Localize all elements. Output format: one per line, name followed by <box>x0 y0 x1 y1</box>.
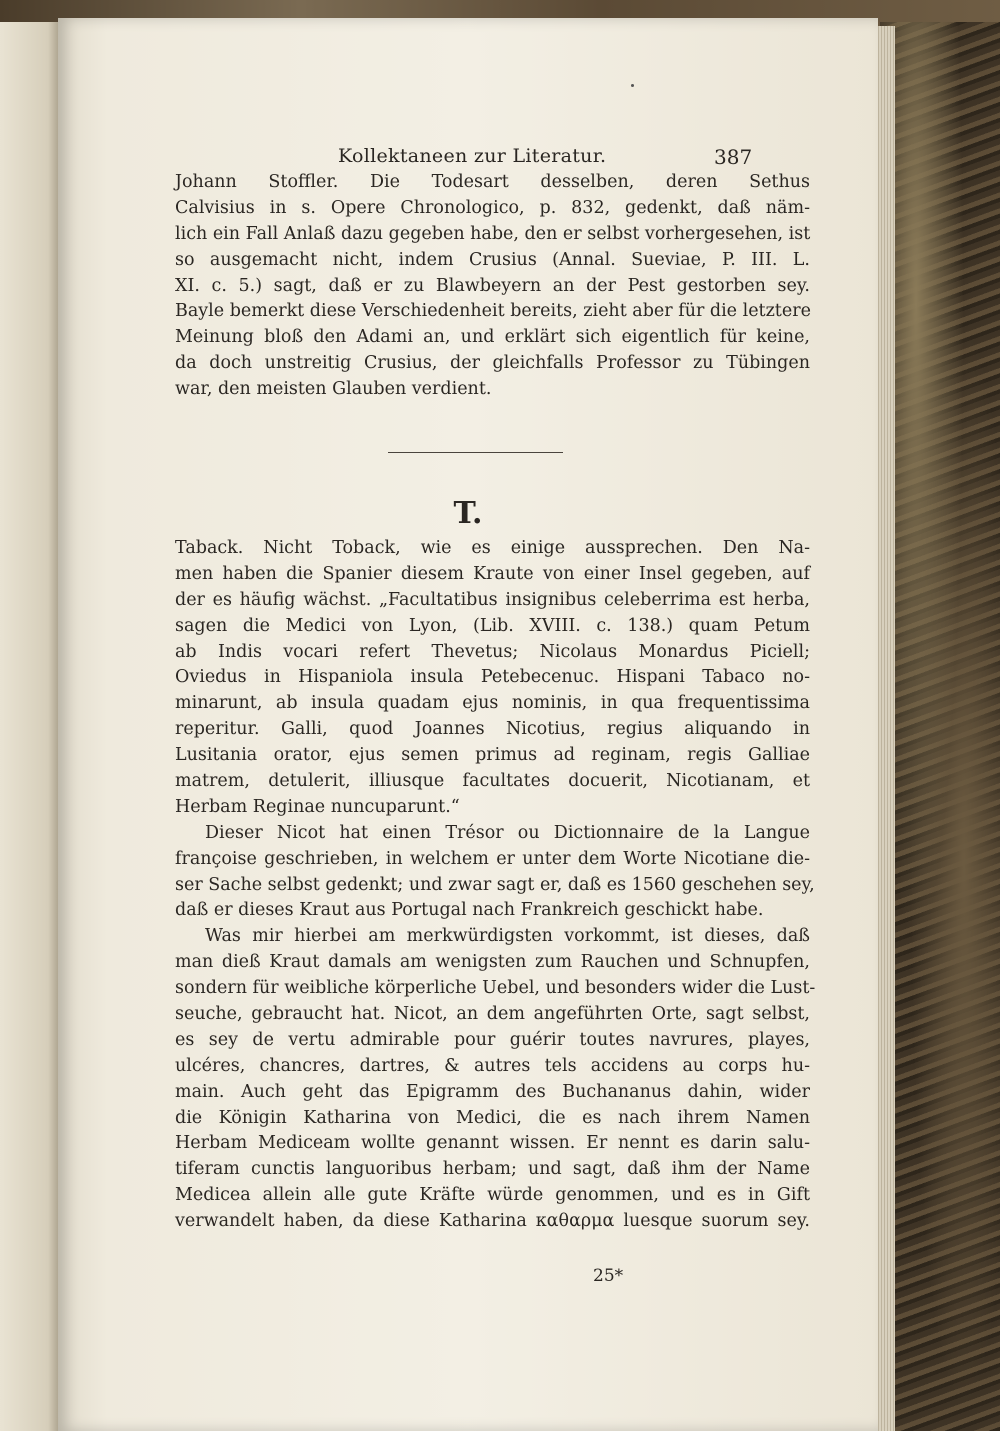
running-title: Kollektaneen zur Literatur. <box>338 145 607 167</box>
text-line: lich ein Fall Anlaß dazu gegeben habe, den er selbst vorhergesehen, ist <box>175 223 811 244</box>
text-line: ser Sache selbst gedenkt; und zwar sagt er, daß es 1560 geschehen sey, <box>175 874 815 895</box>
entry-taback <box>175 536 816 1235</box>
text-line: die Königin Katharina von Medici, die es nach ihrem Namen <box>175 1107 810 1128</box>
text-line: es sey de vertu admirable pour guérir toutes navrures, playes, <box>175 1029 810 1050</box>
text-line: der es häufig wächst. „Facultatibus insignibus celeberrima est herba, <box>175 589 810 610</box>
text-line: Taback. Nicht Toback, wie es einige aussprechen. Den Na- <box>175 538 810 558</box>
text-line: seuche, gebraucht hat. Nicot, an dem angeführten Orte, sagt selbst, <box>175 1004 810 1025</box>
page-speck <box>631 84 634 87</box>
text-line: Dieser Nicot hat einen Trésor ou Dictionnaire de la Langue <box>205 822 810 843</box>
text-line: Lusitania orator, ejus semen primus ad reginam, regis Galliae <box>175 745 810 766</box>
text-line: verwandelt haben, da diese Katharina καθαρμα luesque suorum sey. <box>175 1211 810 1232</box>
text-line: Bayle bemerkt diese Verschiedenheit bereits, zieht aber für die letztere <box>175 301 811 322</box>
section-letter: T. <box>453 496 483 531</box>
text-line: sagen die Medici von Lyon, (Lib. XVIII. c. 138.) quam Petum <box>175 615 810 636</box>
text-line: Oviedus in Hispaniola insula Petebecenuc. Hispani Tabaco no- <box>175 667 810 688</box>
text-line: men haben die Spanier diesem Kraute von einer Insel gegeben, auf <box>175 563 810 584</box>
signature-mark: 25* <box>593 1266 624 1286</box>
page-number: 387 <box>714 145 753 169</box>
text-line: man dieß Kraut damals am wenigsten zum Rauchen und Schnupfen, <box>175 952 810 973</box>
text-line: war, den meisten Glauben verdient. <box>175 379 492 400</box>
page <box>58 18 878 1431</box>
text-line: Herbam Reginae nuncuparunt.“ <box>175 796 460 817</box>
text-line: main. Auch geht das Epigramm des Buchananus dahin, wider <box>175 1081 810 1102</box>
text-line: da doch unstreitig Crusius, der gleichfalls Professor zu Tübingen <box>175 353 810 374</box>
text-line: minarunt, ab insula quadam ejus nominis, in qua frequentissima <box>175 693 810 714</box>
text-line: daß er dieses Kraut aus Portugal nach Frankreich geschickt habe. <box>175 900 764 921</box>
section-divider <box>388 452 563 453</box>
text-line: Medicea allein alle gute Kräfte würde genommen, und es in Gift <box>175 1185 810 1206</box>
marbled-book-edge <box>880 22 1000 1431</box>
text-line: Johann Stoffler. Die Todesart desselben, deren Sethus <box>175 172 810 192</box>
text-line: ab Indis vocari refert Thevetus; Nicolaus Monardus Piciell; <box>175 641 810 662</box>
text-line: reperitur. Galli, quod Joannes Nicotius, regius aliquando in <box>175 719 810 740</box>
text-line: Was mir hierbei am merkwürdigsten vorkommt, ist dieses, daß <box>205 926 810 947</box>
text-line: françoise geschrieben, in welchem er unter dem Worte Nicotiane die- <box>175 848 810 869</box>
text-line: Herbam Mediceam wollte genannt wissen. Er nennt es darin salu- <box>175 1133 810 1154</box>
text-line: XI. c. 5.) sagt, daß er zu Blawbeyern an der Pest gestorben sey. <box>175 275 810 296</box>
text-line: ulcéres, chancres, dartres, & autres tels accidens au corps hu- <box>175 1055 810 1076</box>
text-line: so ausgemacht nicht, indem Crusius (Annal. Sueviae, P. III. L. <box>175 249 810 270</box>
text-line: Calvisius in s. Opere Chronologico, p. 832, gedenkt, daß näm- <box>175 197 810 218</box>
text-line: tiferam cunctis languoribus herbam; und sagt, daß ihm der Name <box>175 1159 810 1180</box>
left-page-edge <box>0 22 60 1431</box>
text-line: sondern für weibliche körperliche Uebel, und besonders wider die Lust- <box>175 978 816 999</box>
text-line: Meinung bloß den Adami an, und erklärt sich eigentlich für keine, <box>175 327 810 348</box>
text-line: matrem, detulerit, illiusque facultates docuerit, Nicotianam, et <box>175 771 810 792</box>
entry-stoffler <box>175 170 810 403</box>
